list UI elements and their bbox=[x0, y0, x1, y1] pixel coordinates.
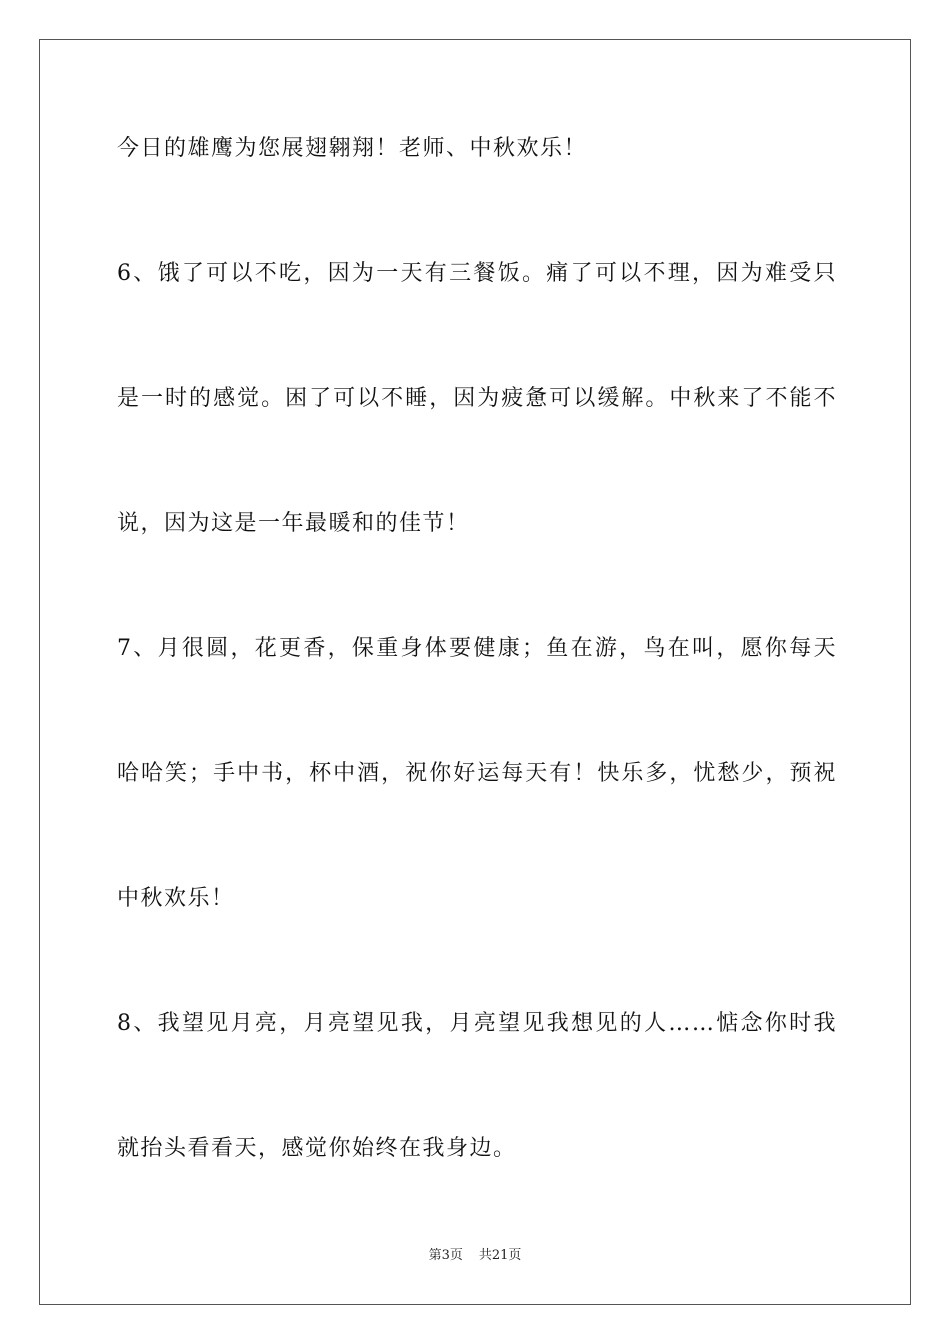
text-line-5: 7、月很圆，花更香，保重身体要健康；鱼在游，鸟在叫，愿你每天 bbox=[117, 636, 837, 661]
text-line-8: 8、我望见月亮，月亮望见我，月亮望见我想见的人……惦念你时我 bbox=[117, 1011, 837, 1036]
text-line-7: 中秋欢乐！ bbox=[117, 886, 235, 911]
text-line-3: 是一时的感觉。困了可以不睡，因为疲惫可以缓解。中秋来了不能不 bbox=[117, 386, 837, 411]
page-footer bbox=[0, 1247, 950, 1265]
text-line-1: 今日的雄鹰为您展翅翱翔！老师、中秋欢乐！ bbox=[117, 136, 588, 161]
page-total: 共21页 bbox=[478, 1248, 522, 1263]
text-line-9: 就抬头看看天，感觉你始终在我身边。 bbox=[117, 1136, 517, 1161]
page-number: 第3页 bbox=[428, 1248, 463, 1263]
text-line-2: 6、饿了可以不吃，因为一天有三餐饭。痛了可以不理，因为难受只 bbox=[117, 261, 837, 286]
page-border bbox=[39, 39, 911, 1305]
text-line-4: 说，因为这是一年最暖和的佳节！ bbox=[117, 511, 470, 536]
text-line-6: 哈哈笑；手中书，杯中酒，祝你好运每天有！快乐多，忧愁少，预祝 bbox=[117, 761, 837, 786]
